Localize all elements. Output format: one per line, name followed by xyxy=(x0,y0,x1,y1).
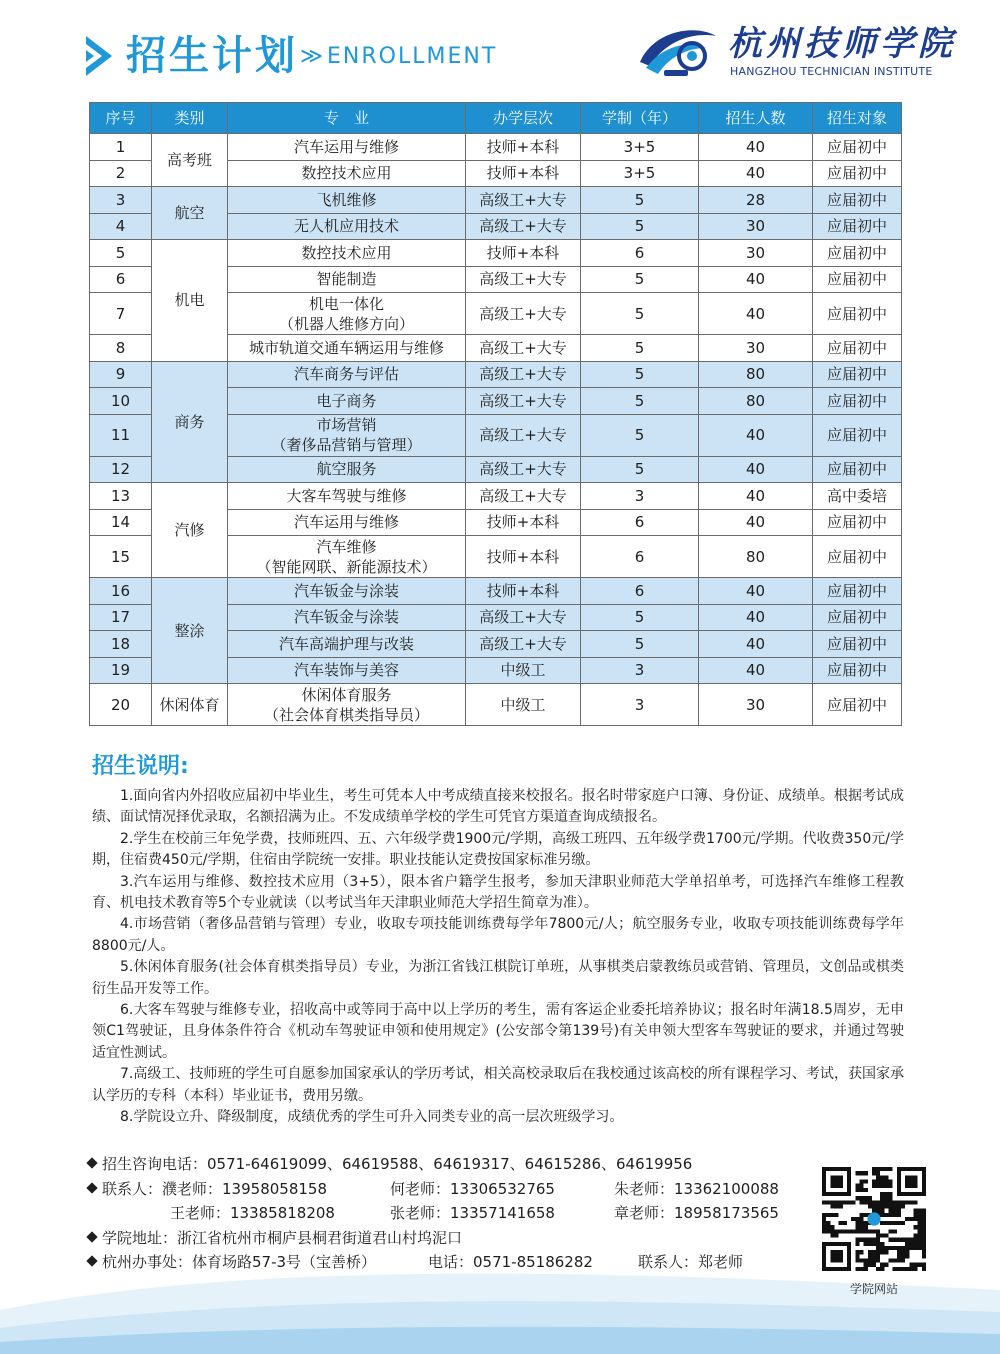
office-address: 体育场路57-3号（宝善桥） xyxy=(192,1253,377,1272)
cell-count: 30 xyxy=(699,213,813,240)
major-line: 电子商务 xyxy=(316,391,377,410)
table-row xyxy=(90,240,902,267)
contact-phone-row xyxy=(86,1152,806,1177)
contact-person: 何老师：13306532765 xyxy=(390,1179,555,1198)
cell-count: 30 xyxy=(699,240,813,267)
cell-count: 40 xyxy=(699,578,813,605)
cell-years: 5 xyxy=(581,293,699,335)
cell-no: 17 xyxy=(90,604,152,631)
cell-no: 11 xyxy=(90,414,152,456)
cell-no: 16 xyxy=(90,578,152,605)
cell-major xyxy=(228,483,466,510)
cell-category: 高考班 xyxy=(152,134,228,187)
cell-target: 应届初中 xyxy=(813,187,902,214)
office-contact: 联系人：郑老师 xyxy=(638,1253,744,1272)
col-header-no: 序号 xyxy=(90,103,152,134)
col-header-count: 招生人数 xyxy=(699,103,813,134)
cell-count: 40 xyxy=(699,266,813,293)
cell-major xyxy=(228,604,466,631)
cell-target: 应届初中 xyxy=(813,604,902,631)
cell-no: 18 xyxy=(90,631,152,658)
contact-people-row-1 xyxy=(86,1177,806,1202)
major-line: 市场营销 xyxy=(316,416,377,434)
table-row xyxy=(90,134,902,161)
cell-no: 5 xyxy=(90,240,152,267)
cell-years: 6 xyxy=(581,240,699,267)
cell-no: 3 xyxy=(90,187,152,214)
cell-target: 高中委培 xyxy=(813,483,902,510)
cell-no: 6 xyxy=(90,266,152,293)
cell-level: 中级工 xyxy=(466,657,581,684)
cell-count: 40 xyxy=(699,160,813,187)
cell-major xyxy=(228,266,466,293)
table-body xyxy=(90,134,902,726)
cell-level: 高级工+大专 xyxy=(466,456,581,483)
major-line: 汽车运用与维修 xyxy=(293,513,399,532)
major-line: （智能网联、新能源技术） xyxy=(256,557,437,576)
cell-major xyxy=(228,509,466,536)
cell-count: 40 xyxy=(699,456,813,483)
note-item: 2.学生在校前三年免学费，技师班四、五、六年级学费1900元/学期，高级工班四、五年级学费1700元/学期。代收费350元/学期，住宿费450元/学期，住宿由学院统一安排。职业技能认定费按国家标准另缴。 xyxy=(92,830,904,869)
cell-level: 高级工+大专 xyxy=(466,293,581,335)
bullet-diamond-icon xyxy=(86,1231,97,1242)
cell-no: 20 xyxy=(90,684,152,726)
cell-level: 高级工+大专 xyxy=(466,266,581,293)
cell-no: 12 xyxy=(90,456,152,483)
note-item: 1.面向省内外招收应届初中毕业生，考生可凭本人中考成绩直接来校报名。报名时带家庭户口簿、身份证、成绩单。根据考试成绩、面试情况择优录取，名额招满为止。不发成绩单学校的学生可凭官方渠道查询成绩报名。 xyxy=(92,788,904,826)
cell-count: 40 xyxy=(699,293,813,335)
col-header-target: 招生对象 xyxy=(813,103,902,134)
cell-count: 28 xyxy=(699,187,813,214)
cell-count: 80 xyxy=(699,361,813,388)
notes-title: 招生说明: xyxy=(92,754,189,779)
address-label: 学院地址： xyxy=(102,1228,178,1247)
cell-target: 应届初中 xyxy=(813,240,902,267)
contact-people-row-2 xyxy=(86,1201,806,1226)
cell-count: 30 xyxy=(699,335,813,362)
cell-count: 40 xyxy=(699,604,813,631)
table-row xyxy=(90,361,902,388)
cell-level: 高级工+大专 xyxy=(466,483,581,510)
cell-target: 应届初中 xyxy=(813,266,902,293)
note-item: 8.学院设立升、降级制度，成绩优秀的学生可升入同类专业的高一层次班级学习。 xyxy=(120,1109,624,1126)
notes-list xyxy=(92,786,904,1129)
major-line: （机器人维修方向） xyxy=(278,314,414,333)
school-name-en: HANGZHOU TECHNICIAN INSTITUTE xyxy=(730,65,933,78)
cell-level: 技师+本科 xyxy=(466,240,581,267)
note-item: 6.大客车驾驶与维修专业，招收高中或等同于高中以上学历的考生，需有客运企业委托培养协议；报名时年满18.5周岁，无申领C1驾驶证，且身体条件符合《机动车驾驶证申领和使用规定》(公安部令第139号)有关申领大型客车驾驶证的要求，并通过驾驶适宜性测试。 xyxy=(92,1002,904,1061)
cell-major xyxy=(228,160,466,187)
cell-no: 10 xyxy=(90,388,152,415)
cell-target: 应届初中 xyxy=(813,536,902,578)
cell-no: 14 xyxy=(90,509,152,536)
cell-level: 高级工+大专 xyxy=(466,388,581,415)
cell-level: 技师+本科 xyxy=(466,134,581,161)
office-label: 杭州办事处： xyxy=(102,1253,193,1272)
cell-level: 中级工 xyxy=(466,684,581,726)
cell-years: 5 xyxy=(581,604,699,631)
page-header xyxy=(0,0,1000,100)
cell-major xyxy=(228,187,466,214)
major-line: 汽车高端护理与改装 xyxy=(278,634,414,653)
cell-count: 80 xyxy=(699,536,813,578)
cell-level: 高级工+大专 xyxy=(466,335,581,362)
cell-years: 5 xyxy=(581,414,699,456)
cell-years: 5 xyxy=(581,213,699,240)
major-line: 机电一体化 xyxy=(308,294,384,313)
cell-target: 应届初中 xyxy=(813,414,902,456)
cell-major xyxy=(228,536,466,578)
contact-person: 章老师：18958173565 xyxy=(614,1204,779,1223)
major-line: 汽车维修 xyxy=(316,537,377,556)
address-text: 浙江省杭州市桐庐县桐君街道君山村坞泥口 xyxy=(177,1228,463,1247)
col-header-category: 类别 xyxy=(152,103,228,134)
cell-count: 40 xyxy=(699,509,813,536)
table-row xyxy=(90,578,902,605)
double-chevron-icon: ≫ xyxy=(300,44,326,69)
cell-years: 5 xyxy=(581,388,699,415)
note-item: 5.休闲体育服务(社会体育棋类指导员）专业，为浙江省钱江棋院订单班，从事棋类启蒙教练员或营销、管理员，文创品或棋类衍生品开发等工作。 xyxy=(92,959,904,997)
cell-level: 高级工+大专 xyxy=(466,361,581,388)
cell-major xyxy=(228,213,466,240)
cell-major xyxy=(228,578,466,605)
school-name-cn: 杭州技师学院 xyxy=(728,24,956,64)
major-line: 汽车装饰与美容 xyxy=(293,661,399,680)
cell-target: 应届初中 xyxy=(813,134,902,161)
note-item: 3.汽车运用与维修、数控技术应用（3+5），限本省户籍学生报考，参加天津职业师范大学单招单考，可选择汽车维修工程教育、机电技术教育等5个专业就读（以考试当年天津职业师范大学招生简章为准）。 xyxy=(92,873,904,912)
cell-years: 6 xyxy=(581,536,699,578)
cell-target: 应届初中 xyxy=(813,657,902,684)
major-line: 汽车运用与维修 xyxy=(293,137,399,156)
table-header-row xyxy=(90,103,902,134)
major-line: （社会体育棋类指导员） xyxy=(263,705,429,724)
table-row xyxy=(90,187,902,214)
cell-years: 6 xyxy=(581,578,699,605)
table-row xyxy=(90,684,902,726)
cell-years: 6 xyxy=(581,509,699,536)
cell-years: 3+5 xyxy=(581,134,699,161)
cell-major xyxy=(228,388,466,415)
cell-target: 应届初中 xyxy=(813,684,902,726)
cell-years: 3 xyxy=(581,483,699,510)
cell-no: 13 xyxy=(90,483,152,510)
page-title: 招生计划 xyxy=(126,33,298,79)
cell-count: 40 xyxy=(699,657,813,684)
cell-target: 应届初中 xyxy=(813,388,902,415)
major-line: 大客车驾驶与维修 xyxy=(286,486,407,505)
cell-count: 80 xyxy=(699,388,813,415)
major-line: （奢侈品营销与管理） xyxy=(271,436,422,454)
cell-level: 高级工+大专 xyxy=(466,631,581,658)
bullet-diamond-icon xyxy=(86,1157,97,1168)
col-header-level: 办学层次 xyxy=(466,103,581,134)
cell-count: 40 xyxy=(699,631,813,658)
cell-target: 应届初中 xyxy=(813,160,902,187)
phone-label: 招生咨询电话： xyxy=(102,1155,208,1173)
cell-level: 高级工+大专 xyxy=(466,187,581,214)
cell-years: 5 xyxy=(581,456,699,483)
cell-target: 应届初中 xyxy=(813,578,902,605)
cell-no: 7 xyxy=(90,293,152,335)
note-item: 7.高级工、技师班的学生可自愿参加国家承认的学历考试，相关高校录取后在我校通过该高校的所有课程学习、考试，获国家承认学历的专科（本科）毕业证书，费用另缴。 xyxy=(92,1066,904,1104)
col-header-years: 学制（年） xyxy=(581,103,699,134)
cell-major xyxy=(228,361,466,388)
page-subtitle-text: ENROLLMENT xyxy=(327,44,498,69)
contact-person: 张老师：13357141658 xyxy=(390,1204,555,1223)
major-line: 休闲体育服务 xyxy=(301,685,392,704)
major-line: 数控技术应用 xyxy=(301,164,392,183)
cell-years: 3 xyxy=(581,657,699,684)
cell-years: 5 xyxy=(581,187,699,214)
col-header-major: 专 业 xyxy=(228,103,466,134)
major-line: 智能制造 xyxy=(316,270,377,289)
cell-no: 9 xyxy=(90,361,152,388)
office-phone: 电话：0571-85186282 xyxy=(428,1253,593,1272)
cell-major xyxy=(228,134,466,161)
cell-level: 技师+本科 xyxy=(466,509,581,536)
page-subtitle xyxy=(300,40,497,74)
cell-count: 30 xyxy=(699,684,813,726)
phone-numbers: 0571-64619099、64619588、64619317、64615286、64619956 xyxy=(207,1155,693,1173)
qr-label: 学院网站 xyxy=(849,1282,898,1296)
cell-major xyxy=(228,240,466,267)
cell-major xyxy=(228,293,466,335)
cell-target: 应届初中 xyxy=(813,213,902,240)
cell-target: 应届初中 xyxy=(813,456,902,483)
cell-major xyxy=(228,414,466,456)
cell-target: 应届初中 xyxy=(813,509,902,536)
cell-major xyxy=(228,631,466,658)
cell-no: 8 xyxy=(90,335,152,362)
cell-major xyxy=(228,657,466,684)
note-item: 4.市场营销（奢侈品营销与管理）专业，收取专项技能训练费每学年7800元/人；航空服务专业，收取专项技能训练费每学年8800元/人。 xyxy=(92,916,904,954)
enrollment-table xyxy=(89,102,902,726)
contact-person: 王老师：13385818208 xyxy=(170,1204,335,1223)
cell-major xyxy=(228,684,466,726)
bullet-diamond-icon xyxy=(86,1182,97,1193)
cell-category: 汽修 xyxy=(152,483,228,578)
major-line: 汽车钣金与涂装 xyxy=(293,608,399,627)
cell-target: 应届初中 xyxy=(813,361,902,388)
major-line: 飞机维修 xyxy=(316,190,377,209)
cell-category: 休闲体育 xyxy=(152,684,228,726)
cell-category: 航空 xyxy=(152,187,228,240)
cell-category: 机电 xyxy=(152,240,228,362)
cell-no: 1 xyxy=(90,134,152,161)
contact-person: 濮老师：13958058158 xyxy=(162,1179,327,1198)
cell-target: 应届初中 xyxy=(813,335,902,362)
cell-level: 技师+本科 xyxy=(466,536,581,578)
title-flag-icon xyxy=(86,36,116,76)
cell-level: 高级工+大专 xyxy=(466,213,581,240)
cell-count: 40 xyxy=(699,483,813,510)
school-logo-icon xyxy=(636,22,720,80)
contact-person: 朱老师：13362100088 xyxy=(614,1179,779,1198)
cell-years: 5 xyxy=(581,631,699,658)
contacts-label: 联系人： xyxy=(102,1179,163,1198)
cell-years: 5 xyxy=(581,361,699,388)
major-line: 城市轨道交通车辆运用与维修 xyxy=(248,338,444,357)
qr-code-icon[interactable] xyxy=(822,1167,926,1271)
cell-years: 3+5 xyxy=(581,160,699,187)
major-line: 航空服务 xyxy=(316,460,377,479)
cell-level: 技师+本科 xyxy=(466,578,581,605)
cell-major xyxy=(228,456,466,483)
cell-years: 5 xyxy=(581,335,699,362)
cell-no: 2 xyxy=(90,160,152,187)
cell-no: 15 xyxy=(90,536,152,578)
cell-target: 应届初中 xyxy=(813,631,902,658)
cell-major xyxy=(228,335,466,362)
table-row xyxy=(90,483,902,510)
contact-address-row xyxy=(86,1226,806,1251)
cell-category: 整涂 xyxy=(152,578,228,684)
cell-category: 商务 xyxy=(152,361,228,483)
cell-years: 3 xyxy=(581,684,699,726)
major-line: 汽车商务与评估 xyxy=(293,365,399,384)
major-line: 汽车钣金与涂装 xyxy=(293,581,399,600)
cell-no: 4 xyxy=(90,213,152,240)
cell-level: 技师+本科 xyxy=(466,160,581,187)
cell-level: 高级工+大专 xyxy=(466,414,581,456)
cell-count: 40 xyxy=(699,134,813,161)
major-line: 数控技术应用 xyxy=(301,243,392,262)
cell-target: 应届初中 xyxy=(813,293,902,335)
cell-level: 高级工+大专 xyxy=(466,604,581,631)
cell-count: 40 xyxy=(699,414,813,456)
cell-years: 5 xyxy=(581,266,699,293)
cell-no: 19 xyxy=(90,657,152,684)
major-line: 无人机应用技术 xyxy=(293,217,399,236)
